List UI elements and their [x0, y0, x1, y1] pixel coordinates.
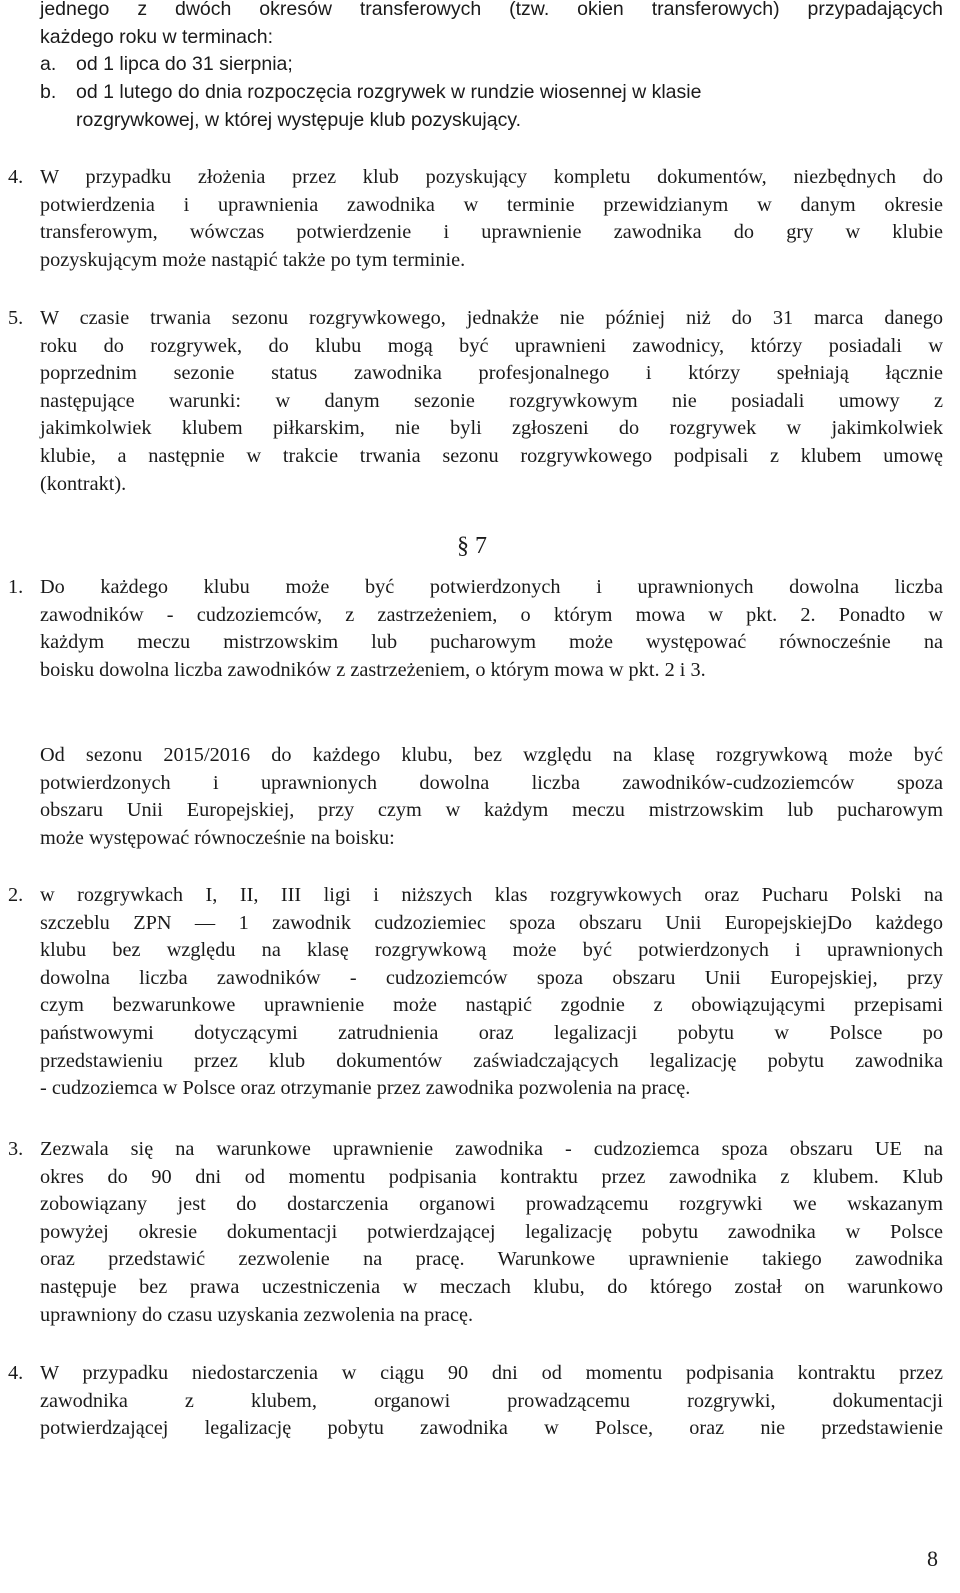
- list-label: a.: [40, 53, 57, 75]
- text-line: od 1 lutego do dnia rozpoczęcia rozgrywek w rundzie wiosennej w klasie: [76, 81, 702, 103]
- list-label: b.: [40, 81, 57, 103]
- intro-paragraph: [40, 0, 943, 51]
- text-line: w rozgrywkach I, II, III ligi i niższych klas rozgrywkowych oraz Pucharu Polski na: [40, 884, 943, 906]
- text-line: pozyskującym może nastąpić także po tym terminie.: [40, 248, 466, 271]
- text-line: roku do rozgrywek, do klubu mogą być uprawnieni zawodnicy, którzy posiadali w: [40, 334, 943, 357]
- text-line: uprawniony do czasu uzyskania zezwolenia na pracę.: [40, 1303, 474, 1326]
- text-line: Od sezonu 2015/2016 do każdego klubu, bez względu na klasę rozgrywkową może być: [40, 744, 943, 766]
- text-line: następuje bez prawa uczestniczenia w meczach klubu, do którego został on warunkowo: [40, 1275, 943, 1298]
- text-line: od 1 lipca do 31 sierpnia;: [76, 53, 293, 75]
- text-line: potwierdzonych i uprawnionych dowolna liczba zawodników-cudzoziemców spoza: [40, 771, 943, 794]
- text-line: obszaru Unii Europejskiej, przy czym w każdym meczu mistrzowskim lub pucharowym: [40, 799, 943, 822]
- text-line: zobowiązany jest do dostarczenia organowi prowadzącemu rozgrywki we wskazanym: [40, 1193, 943, 1216]
- text-line: każdego roku w terminach:: [40, 25, 274, 48]
- text-line: transferowym, wówczas potwierdzenie i uprawnienie zawodnika do gry w klubie: [40, 221, 943, 244]
- section-7-point-4: [0, 1360, 943, 1443]
- text-line: - cudzoziemca w Polsce oraz otrzymanie przez zawodnika pozwolenia na pracę.: [40, 1077, 691, 1100]
- paragraph-number: 4.: [8, 166, 24, 188]
- intro-list-item-b: [40, 79, 943, 134]
- text-line: czym bezwarunkowe uprawnienie może nastąpić zgodnie z obowiązującymi przepisami: [40, 994, 943, 1017]
- text-line: potwierdzającej legalizację pobytu zawodnika w Polsce, oraz nie przedstawienie: [40, 1417, 943, 1440]
- text-line: potwierdzenia i uprawnienia zawodnika w terminie przewidzianym w danym okresie: [40, 193, 943, 216]
- text-line: W przypadku niedostarczenia w ciągu 90 dni od momentu podpisania kontraktu przez: [40, 1362, 943, 1384]
- text-line: W czasie trwania sezonu rozgrywkowego, jednakże nie później niż do 31 marca danego: [40, 307, 943, 329]
- text-line: zawodnika z klubem, organowi prowadzącemu rozgrywki, dokumentacji: [40, 1389, 943, 1412]
- text-line: boisku dowolna liczba zawodników z zastrzeżeniem, o którym mowa w pkt. 2 i 3.: [40, 658, 706, 681]
- paragraph-5: [0, 305, 943, 498]
- paragraph-number: 5.: [8, 307, 24, 329]
- text-line: W przypadku złożenia przez klub pozyskujący kompletu dokumentów, niezbędnych do: [40, 166, 943, 188]
- text-line: każdym meczu mistrzowskim lub pucharowym może występować równocześnie na: [40, 631, 943, 654]
- text-line: oraz przedstawić zezwolenie na pracę. Warunkowe uprawnienie takiego zawodnika: [40, 1248, 943, 1271]
- section-7-point-3: [0, 1136, 943, 1329]
- text-line: Zezwala się na warunkowe uprawnienie zawodnika - cudzoziemca spoza obszaru UE na: [40, 1138, 943, 1160]
- text-line: przedstawieniu przez klub dokumentów zaświadczających legalizację pobytu zawodnika: [40, 1049, 943, 1072]
- paragraph-number: 3.: [8, 1138, 24, 1160]
- text-line: dowolna liczba zawodników - cudzoziemców spoza obszaru Unii Europejskiej, przy: [40, 966, 943, 989]
- text-line: poprzednim sezonie status zawodnika profesjonalnego i którzy spełniają łącznie: [40, 362, 943, 385]
- text-line: następujące warunki: w danym sezonie rozgrywkowym nie posiadali umowy z: [40, 389, 943, 412]
- text-line: klubu bez względu na klasę rozgrywkową może być potwierdzonych i uprawnionych: [40, 939, 943, 962]
- page-number: 8: [927, 1546, 938, 1571]
- text-line: okres do 90 dni od momentu podpisania kontraktu przez zawodnika z klubem. Klub: [40, 1165, 943, 1188]
- text-line: szczeblu ZPN — 1 zawodnik cudzoziemiec spoza obszaru Unii EuropejskiejDo każdego: [40, 911, 943, 934]
- text-line: rozgrywkowej, w której występuje klub pozyskujący.: [76, 108, 522, 131]
- section-7-season-paragraph: [40, 742, 943, 852]
- paragraph-number: 1.: [8, 576, 24, 598]
- paragraph-4: [0, 164, 943, 274]
- text-line: państwowymi dotyczącymi zatrudnienia oraz legalizacji pobytu w Polsce po: [40, 1021, 943, 1044]
- text-line: jakimkolwiek klubem piłkarskim, nie byli zgłoszeni do rozgrywek w jakimkolwiek: [40, 417, 943, 440]
- text-line: (kontrakt).: [40, 472, 127, 495]
- section-7-point-2: [0, 882, 943, 1103]
- section-heading: § 7: [457, 533, 487, 559]
- text-line: klubie, a następnie w trakcie trwania sezonu rozgrywkowego podpisali z klubem umowę: [40, 444, 943, 467]
- paragraph-number: 4.: [8, 1362, 24, 1384]
- text-line: powyżej okresie dokumentacji potwierdzającej legalizację pobytu zawodnika w Polsce: [40, 1220, 943, 1243]
- text-line: zawodników - cudzoziemców, z zastrzeżeniem, o którym mowa w pkt. 2. Ponadto w: [40, 603, 943, 626]
- section-7-point-1: [0, 574, 943, 684]
- text-line: Do każdego klubu może być potwierdzonych i uprawnionych dowolna liczba: [40, 576, 943, 598]
- text-line: jednego z dwóch okresów transferowych (tzw. okien transferowych) przypadających: [40, 0, 943, 20]
- paragraph-number: 2.: [8, 884, 24, 906]
- intro-list-item-a: [40, 51, 943, 79]
- text-line: może występować równocześnie na boisku:: [40, 826, 395, 849]
